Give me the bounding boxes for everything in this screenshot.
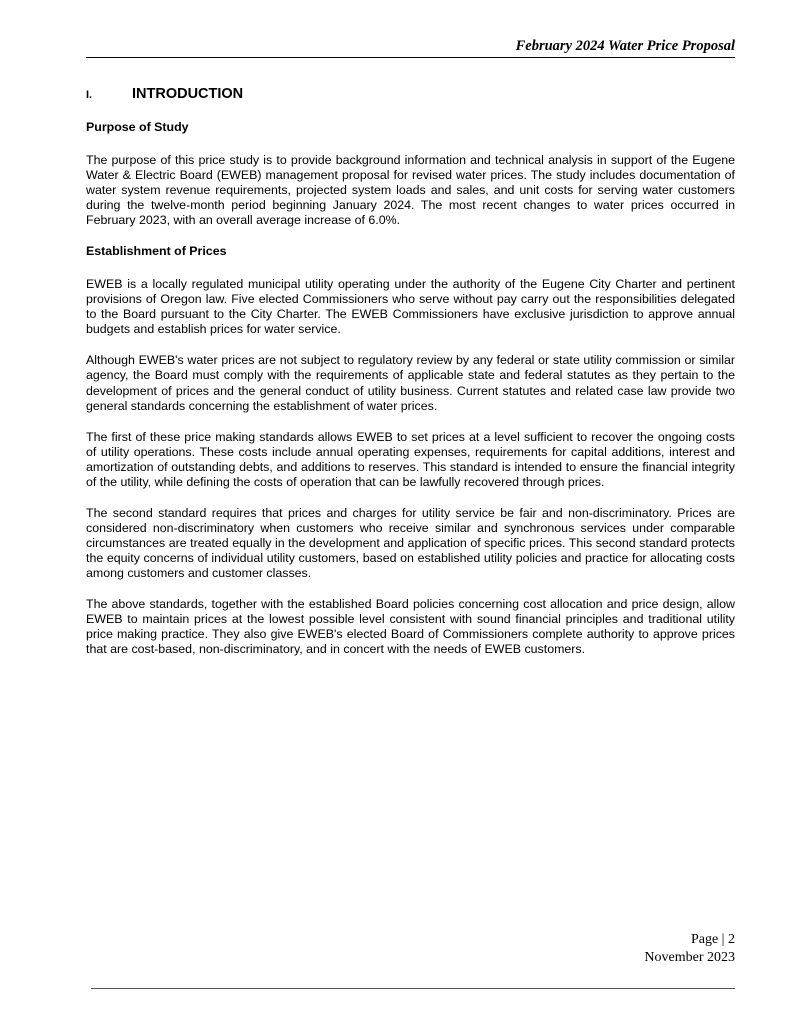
section-title: INTRODUCTION <box>132 86 244 102</box>
establishment-paragraph: Although EWEB's water prices are not subject to regulatory review by any federal or state utility commission or similar agency, the Board must comply with the requirements of applicable state and federal statutes as they pertain to the development of prices and the general conduct of utility business. Current statutes and related case law provide two general standards concerning the establishment of water prices. <box>86 353 735 413</box>
section-heading <box>86 86 243 104</box>
header-title: February 2024 Water Price Proposal <box>515 38 735 54</box>
page-header <box>86 37 735 58</box>
establishment-paragraph: The first of these price making standards allows EWEB to set prices at a level sufficient to recover the ongoing costs of utility operations. These costs include annual operating expenses, requirements for capital additions, interest and amortization of outstanding debts, and additions to reserves. This standard is intended to ensure the financial integrity of the utility, while defining the costs of operation that can be lawfully recovered through prices. <box>86 429 735 489</box>
establishment-paragraph: The above standards, together with the established Board policies concerning cost allocation and price design, allow EWEB to maintain prices at the lowest possible level consistent with sound financial principles and traditional utility price making practice. They also give EWEB's elected Board of Commissioners complete authority to approve prices that are cost-based, non-discriminatory, and in concert with the needs of EWEB customers. <box>86 597 735 657</box>
purpose-heading: Purpose of Study <box>86 120 189 134</box>
section-number: I. <box>86 89 93 101</box>
footer-date: November 2023 <box>644 950 735 965</box>
establishment-paragraph: EWEB is a locally regulated municipal utility operating under the authority of the Eugene City Charter and pertinent provisions of Oregon law. Five elected Commissioners who serve without pay carry out the responsibilities delegated to the Board pursuant to the City Charter. The EWEB Commissioners have exclusive jurisdiction to approve annual budgets and establish prices for water service. <box>86 277 735 337</box>
footer-rule <box>91 988 735 989</box>
purpose-paragraph: The purpose of this price study is to provide background information and technical analysis in support of the Eugene Water & Electric Board (EWEB) management proposal for revised water prices. The study includes documentation of water system revenue requirements, projected system loads and sales, and unit costs for serving water customers during the twelve-month period beginning January 2024. The most recent changes to water prices occurred in February 2023, with an overall average increase of 6.0%. <box>86 153 735 228</box>
establishment-heading: Establishment of Prices <box>86 244 227 259</box>
page-number: Page | 2 <box>690 932 735 947</box>
establishment-paragraph: The second standard requires that prices and charges for utility service be fair and non-discriminatory. Prices are considered non-discriminatory when customers who receive similar and synchronous services under comparable circumstances are treated equally in the development and application of specific prices. This second standard protects the equity concerns of individual utility customers, based on established utility policies and practice for allocating costs among customers and customer classes. <box>86 505 735 580</box>
page-body <box>86 120 735 673</box>
